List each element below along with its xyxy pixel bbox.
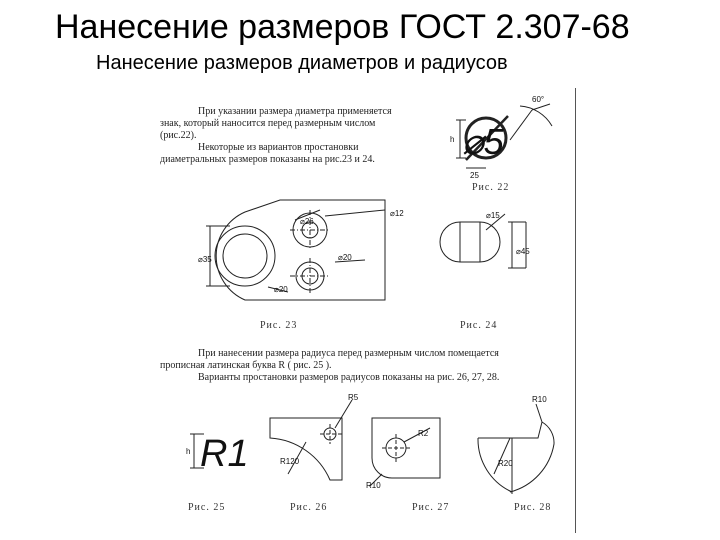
figure-24 — [440, 214, 526, 268]
slide-subtitle: Нанесение размеров диаметров и радиусов — [96, 52, 508, 74]
figure-26 — [270, 400, 352, 480]
caption-fig27: Рис. 27 — [412, 502, 450, 513]
label-r2: R2 — [418, 429, 429, 438]
text-line: знак, который наносится перед размерным числом — [160, 118, 376, 129]
text-line: диаметральных размеров показаны на рис.23 и 24. — [160, 154, 375, 165]
label-d20b: ⌀20 — [338, 253, 352, 262]
figure-23 — [206, 200, 385, 300]
figure-27 — [370, 418, 440, 486]
caption-fig23: Рис. 23 — [260, 320, 298, 331]
caption-fig28: Рис. 28 — [514, 502, 552, 513]
label-h-small: h — [450, 135, 455, 144]
label-d35: ⌀35 — [198, 255, 212, 264]
label-d15: ⌀15 — [486, 211, 500, 220]
label-dia5-large: ⌀5 — [462, 121, 504, 162]
caption-fig22: Рис. 22 — [472, 182, 510, 193]
label-h: h — [186, 447, 191, 456]
text-line: (рис.22). — [160, 130, 197, 141]
text-line: Некоторые из вариантов простановки — [198, 142, 359, 153]
label-d12: ⌀12 — [390, 209, 404, 218]
text-line: При указании размера диаметра применяется — [198, 106, 392, 117]
label-r10a: R10 — [366, 481, 381, 490]
label-d26: ⌀26 — [300, 217, 314, 226]
caption-fig24: Рис. 24 — [460, 320, 498, 331]
label-d45: ⌀45 — [516, 247, 530, 256]
label-angle60: 60° — [532, 95, 545, 104]
text-line: При нанесении размера радиуса перед размерным числом помещается — [198, 348, 499, 359]
figure-28 — [478, 404, 554, 494]
text-line: прописная латинская буква R ( рис. 25 ). — [160, 360, 332, 371]
text-line: Варианты простановки размеров радиусов показаны на рис. 26, 27, 28. — [198, 372, 500, 383]
label-r120: R120 — [280, 457, 300, 466]
label-r20: R20 — [498, 459, 513, 468]
slide-title: Нанесение размеров ГОСТ 2.307-68 — [55, 8, 630, 46]
caption-fig26: Рис. 26 — [290, 502, 328, 513]
scanned-page — [160, 82, 580, 532]
label-d20: ⌀20 — [274, 285, 288, 294]
label-25: 25 — [470, 171, 479, 180]
technical-drawings — [160, 82, 580, 532]
caption-fig25: Рис. 25 — [188, 502, 226, 513]
page-edge-line — [575, 88, 576, 533]
label-r10b: R10 — [532, 395, 547, 404]
label-r1-large: R1 — [200, 433, 249, 475]
label-r5: R5 — [348, 393, 359, 402]
